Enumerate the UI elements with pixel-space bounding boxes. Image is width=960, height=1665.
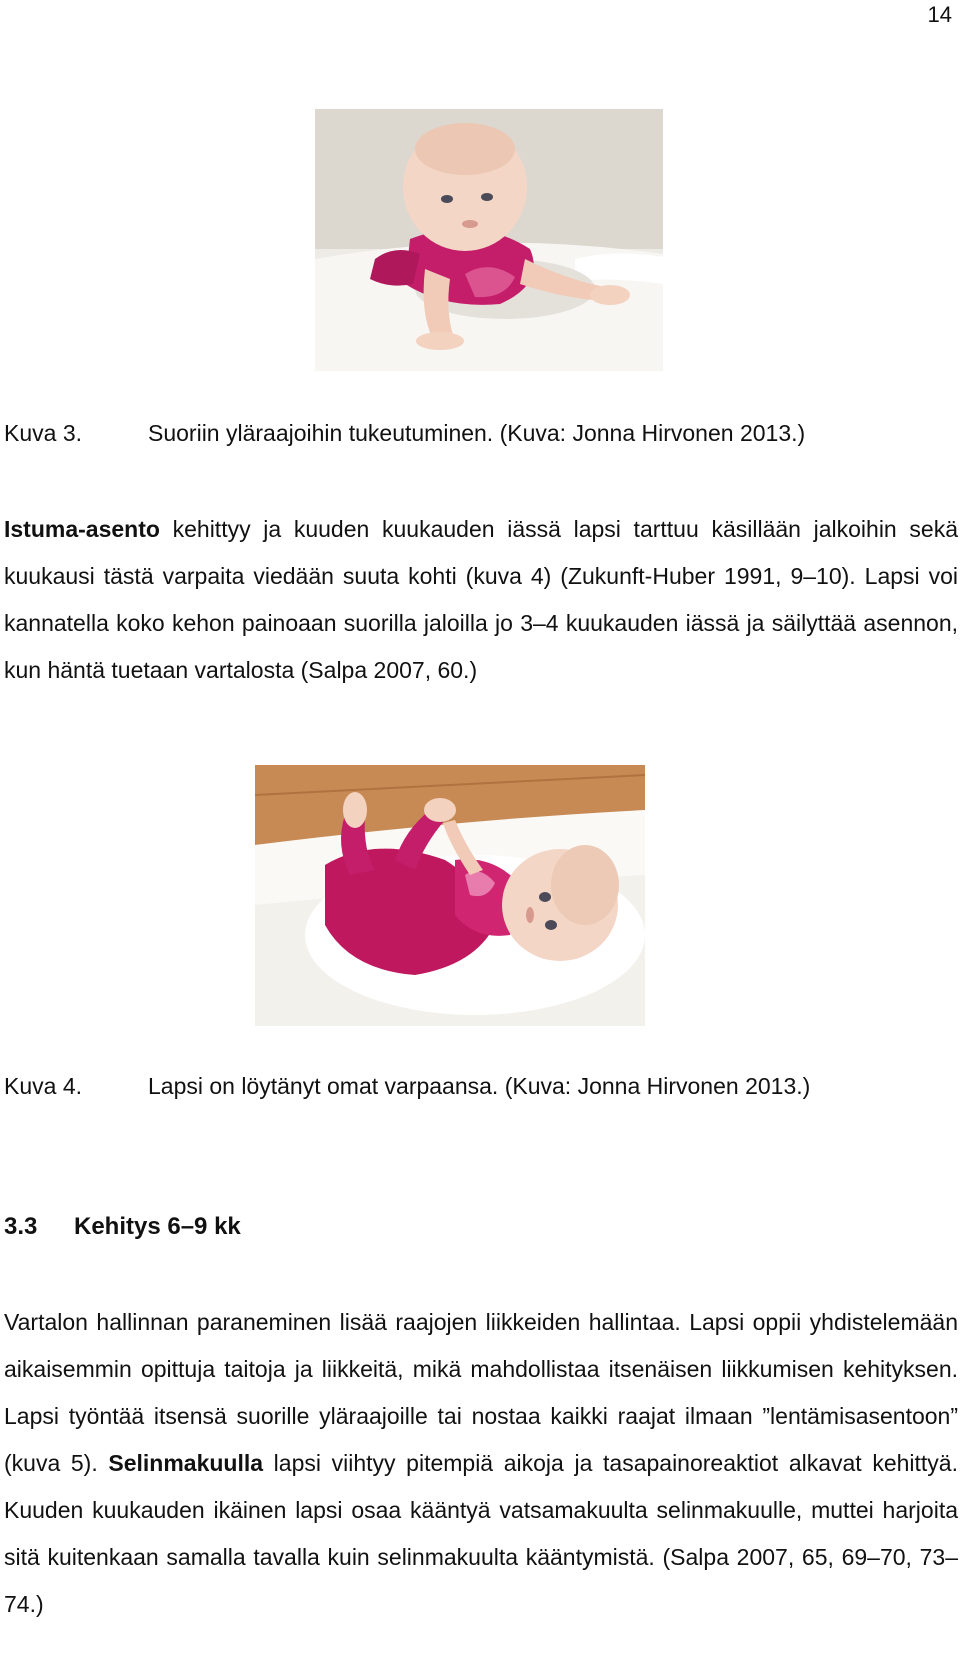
figure-label: Kuva 4. [4,1073,82,1099]
bold-term: Selinmakuulla [108,1450,264,1476]
figure-caption-text: Lapsi on löytänyt omat varpaansa. (Kuva: Jonna Hirvonen 2013.) [148,1073,811,1099]
paragraph-kehitys [4,1299,958,1628]
bold-term: Istuma-asento [4,516,160,542]
page-number: 14 [927,2,952,27]
paragraph-text: lapsi viihtyy pitempiä aikoja ja tasapainoreaktiot alkavat kehittyä. Kuuden kuukauden ikäinen lapsi osaa kääntyä vatsamakuulta selinmakuulle, muttei harjoita sitä kuitenkaan samalla tavalla kuin selinmakuulta kääntymistä. (Salpa 2007, 65, 69–70, 73–74.) [4,1450,958,1617]
paragraph-text: kehittyy ja kuuden kuukauden iässä lapsi tarttuu käsillään jalkoihin sekä kuukausi tästä varpaita viedään suuta kohti (kuva 4) (Zukunft-Huber 1991, 9–10). Lapsi voi kannatella koko kehon painoaan suorilla jaloilla jo 3–4 kuukauden iässä ja säilyttää asennon, kun häntä tuetaan vartalosta (Salpa 2007, 60.) [4,516,958,683]
paragraph-text: Vartalon hallinnan paraneminen lisää raajojen liikkeiden hallintaa. Lapsi oppii yhdistelemään aikaisemmin opittuja taitoja ja liikkeitä, mikä mahdollistaa itsenäisen liikkumisen kehityksen. Lapsi työntää itsensä suorille yläraajoille tai nostaa kaikki raajat ilmaan ”lentämisasentoon” (kuva 5). [4,1309,958,1476]
figure-caption-4 [4,1073,810,1100]
section-title: Kehitys 6–9 kk [74,1213,241,1240]
figure-label: Kuva 3. [4,420,82,446]
baby-holding-toes-photo [255,765,645,1026]
figure-caption-text: Suoriin yläraajoihin tukeutuminen. (Kuva: Jonna Hirvonen 2013.) [148,420,806,446]
section-number: 3.3 [4,1213,38,1240]
figure-caption-3 [4,420,805,447]
section-heading [4,1213,241,1241]
baby-crawling-photo [315,109,663,371]
paragraph-istuma-asento [4,506,958,694]
